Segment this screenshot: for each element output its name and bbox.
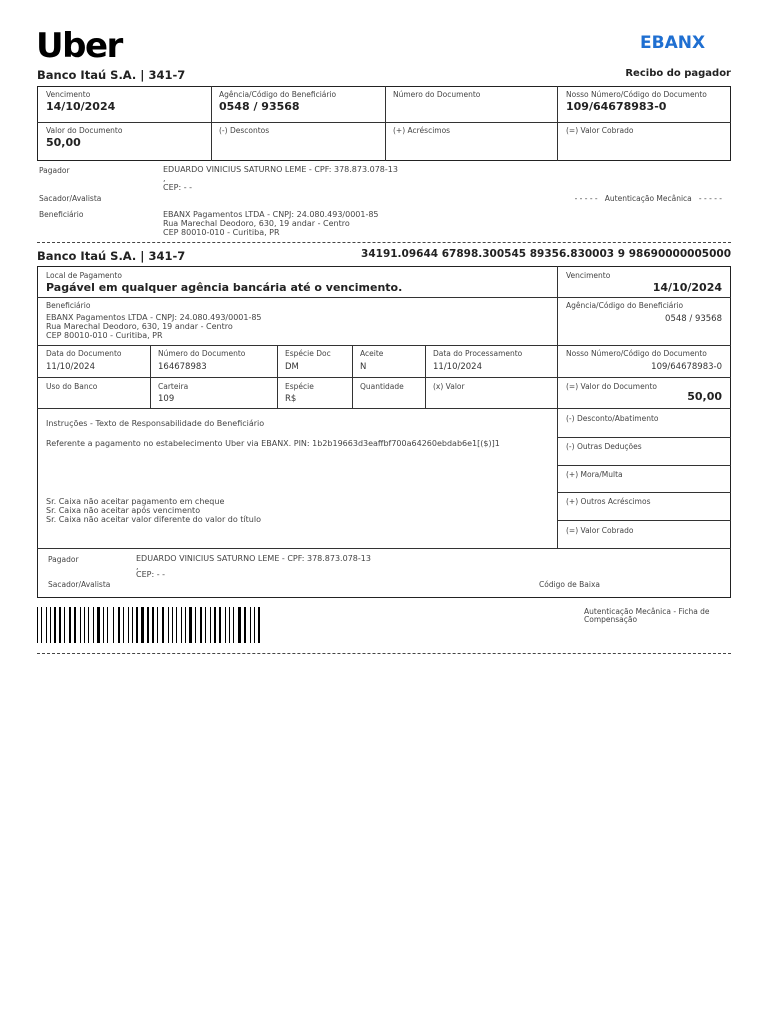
receipt-valor-doc-label: Valor do Documento bbox=[46, 126, 123, 135]
slip-especie: R$ bbox=[285, 394, 297, 404]
slip-bank-header: Banco Itaú S.A. | 341-7 bbox=[37, 249, 186, 263]
slip-instrucoes-label: Instruções - Texto de Responsabilidade do Beneficiário bbox=[46, 419, 265, 428]
slip-agencia-label: Agência/Código do Beneficiário bbox=[566, 301, 684, 310]
receipt-nosso-numero-label: Nosso Número/Código do Documento bbox=[566, 90, 707, 99]
slip-pagador: EDUARDO VINICIUS SATURNO LEME - CPF: 378.873.078-13 bbox=[136, 554, 371, 563]
receipt-vencimento-label: Vencimento bbox=[46, 90, 91, 99]
slip-numero-doc: 164678983 bbox=[158, 362, 207, 372]
slip-outros-acrescimos-label: (+) Outros Acréscimos bbox=[566, 497, 651, 506]
receipt-pagador: EDUARDO VINICIUS SATURNO LEME - CPF: 378.873.078-13 bbox=[163, 165, 398, 174]
slip-nosso-numero-label: Nosso Número/Código do Documento bbox=[566, 349, 707, 358]
slip-data-proc: 11/10/2024 bbox=[433, 362, 482, 372]
slip-instrucao-caixa: Sr. Caixa não aceitar após vencimento bbox=[46, 506, 201, 515]
slip-especie-label: Espécie bbox=[285, 382, 314, 391]
receipt-beneficiario-line: CEP 80010-010 - Curitiba, PR bbox=[163, 228, 280, 237]
slip-valor-doc: 50,00 bbox=[687, 390, 722, 403]
slip-outras-deducoes-label: (-) Outras Deduções bbox=[566, 442, 642, 451]
receipt-autenticacao: - - - - - Autenticação Mecânica - - - - - bbox=[574, 194, 722, 203]
receipt-descontos-label: (-) Descontos bbox=[219, 126, 270, 135]
slip-beneficiario-line: EBANX Pagamentos LTDA - CNPJ: 24.080.493/0001-85 bbox=[46, 313, 262, 322]
slip-numero-doc-label: Número do Documento bbox=[158, 349, 246, 358]
slip-pagador-cep: CEP: - - bbox=[136, 570, 166, 579]
slip-linha-digitavel: 34191.09644 67898.300545 89356.830003 9 98690000005000 bbox=[361, 248, 731, 260]
slip-beneficiario-line: Rua Marechal Deodoro, 630, 19 andar - Centro bbox=[46, 322, 233, 331]
slip-carteira-label: Carteira bbox=[158, 382, 189, 391]
slip-especie-doc-label: Espécie Doc bbox=[285, 349, 331, 358]
receipt-pagador-line2: , bbox=[163, 174, 166, 183]
receipt-beneficiario-label: Beneficiário bbox=[39, 210, 84, 219]
slip-valor-cobrado-label: (=) Valor Cobrado bbox=[566, 526, 634, 535]
slip-nosso-numero: 109/64678983-0 bbox=[651, 362, 722, 372]
slip-instrucao-ref: Referente a pagamento no estabelecimento Uber via EBANX. PIN: 1b2b19663d3eaffbf700a64260ebdab6e1[($)]1 bbox=[46, 439, 500, 448]
slip-pagador-label: Pagador bbox=[48, 555, 79, 564]
cut-line bbox=[37, 242, 731, 243]
slip-vencimento-label: Vencimento bbox=[566, 271, 611, 280]
slip-carteira: 109 bbox=[158, 394, 175, 404]
slip-local-label: Local de Pagamento bbox=[46, 271, 122, 280]
slip-pagador-line2: , bbox=[136, 562, 139, 571]
receipt-sacador-label: Sacador/Avalista bbox=[39, 194, 102, 203]
slip-beneficiario-label: Beneficiário bbox=[46, 301, 91, 310]
receipt-valor-cobrado-label: (=) Valor Cobrado bbox=[566, 126, 634, 135]
receipt-pagador-label: Pagador bbox=[39, 166, 70, 175]
receipt-bank-header: Banco Itaú S.A. | 341-7 bbox=[37, 68, 186, 82]
slip-uso-banco-label: Uso do Banco bbox=[46, 382, 98, 391]
slip-vencimento: 14/10/2024 bbox=[652, 281, 722, 294]
receipt-nosso-numero: 109/64678983-0 bbox=[566, 100, 667, 113]
receipt-numero-doc-label: Número do Documento bbox=[393, 90, 481, 99]
ebanx-logo: EBANX bbox=[640, 33, 706, 53]
slip-agencia: 0548 / 93568 bbox=[665, 314, 722, 324]
slip-local: Pagável em qualquer agência bancária até o vencimento. bbox=[46, 281, 403, 294]
receipt-beneficiario-line: Rua Marechal Deodoro, 630, 19 andar - Centro bbox=[163, 219, 350, 228]
slip-instrucao-caixa: Sr. Caixa não aceitar pagamento em cheque bbox=[46, 497, 225, 506]
slip-instrucao-caixa: Sr. Caixa não aceitar valor diferente do valor do título bbox=[46, 515, 261, 524]
receipt-valor-doc: 50,00 bbox=[46, 136, 81, 149]
slip-quantidade-label: Quantidade bbox=[360, 382, 404, 391]
slip-valor-doc-label: (=) Valor do Documento bbox=[566, 382, 657, 391]
uber-logo: Uber bbox=[36, 26, 122, 66]
barcode bbox=[37, 607, 337, 643]
bottom-cut-line bbox=[37, 653, 731, 654]
slip-desconto-label: (-) Desconto/Abatimento bbox=[566, 414, 659, 423]
receipt-beneficiario-line: EBANX Pagamentos LTDA - CNPJ: 24.080.493/0001-85 bbox=[163, 210, 379, 219]
receipt-vencimento: 14/10/2024 bbox=[46, 100, 116, 113]
slip-especie-doc: DM bbox=[285, 362, 299, 372]
receipt-pagador-cep: CEP: - - bbox=[163, 183, 193, 192]
slip-codigo-baixa-label: Código de Baixa bbox=[539, 580, 601, 589]
slip-data-proc-label: Data do Processamento bbox=[433, 349, 523, 358]
receipt-agencia-label: Agência/Código do Beneficiário bbox=[219, 90, 337, 99]
slip-autenticacao-ficha-line: Compensação bbox=[584, 615, 638, 624]
receipt-title: Recibo do pagador bbox=[625, 68, 731, 79]
slip-x-valor-label: (x) Valor bbox=[433, 382, 465, 391]
receipt-agencia: 0548 / 93568 bbox=[219, 100, 300, 113]
slip-aceite: N bbox=[360, 362, 367, 372]
slip-data-doc: 11/10/2024 bbox=[46, 362, 95, 372]
receipt-acrescimos-label: (+) Acréscimos bbox=[393, 126, 451, 135]
slip-beneficiario-line: CEP 80010-010 - Curitiba, PR bbox=[46, 331, 163, 340]
slip-mora-label: (+) Mora/Multa bbox=[566, 470, 623, 479]
slip-autenticacao-ficha-line: Autenticação Mecânica - Ficha de bbox=[584, 607, 710, 616]
slip-sacador-label: Sacador/Avalista bbox=[48, 580, 111, 589]
slip-data-doc-label: Data do Documento bbox=[46, 349, 122, 358]
slip-aceite-label: Aceite bbox=[360, 349, 384, 358]
